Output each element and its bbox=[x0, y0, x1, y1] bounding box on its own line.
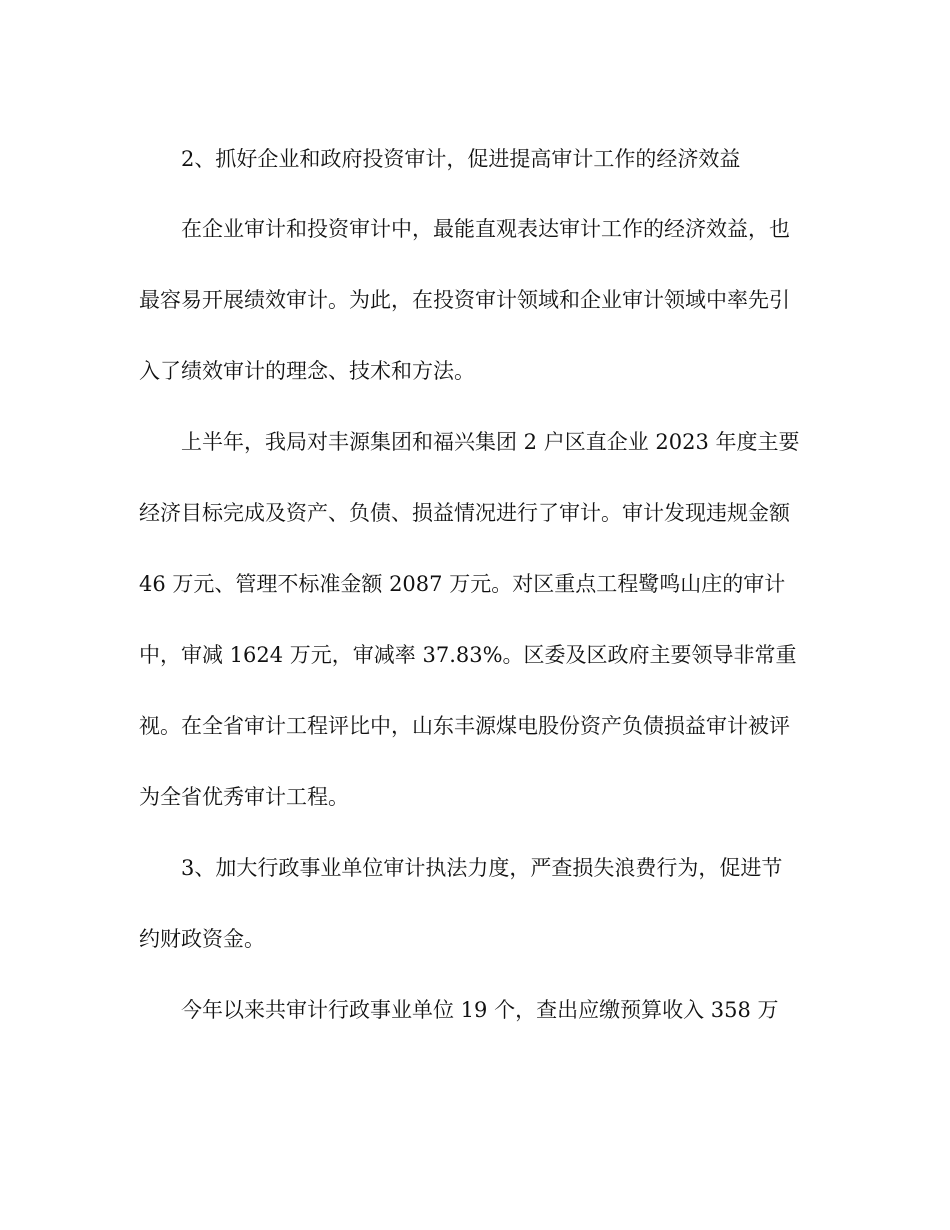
paragraph-2-line-5: 视。在全省审计工程评比中，山东丰源煤电股份资产负债损益审计被评 bbox=[139, 714, 790, 738]
paragraph-2-line-2: 经济目标完成及资产、负债、损益情况进行了审计。审计发现违规金额 bbox=[139, 501, 790, 525]
heading-3-line-1: 3、加大行政事业单位审计执法力度，严查损失浪费行为，促进节 bbox=[181, 856, 783, 880]
paragraph-2-line-4: 中，审减 1624 万元，审减率 37.83%。区委及区政府主要领导非常重 bbox=[139, 643, 797, 667]
paragraph-1-line-2: 最容易开展绩效审计。为此，在投资审计领域和企业审计领域中率先引 bbox=[139, 288, 790, 312]
paragraph-1-line-3: 入了绩效审计的理念、技术和方法。 bbox=[139, 359, 475, 383]
paragraph-2-line-3: 46 万元、管理不标准金额 2087 万元。对区重点工程鹭鸣山庄的审计 bbox=[139, 572, 786, 596]
paragraph-2-line-6: 为全省优秀审计工程。 bbox=[139, 785, 349, 809]
heading-2: 2、抓好企业和政府投资审计，促进提高审计工作的经济效益 bbox=[181, 147, 741, 171]
heading-3-line-2: 约财政资金。 bbox=[139, 927, 265, 951]
paragraph-2-line-1: 上半年，我局对丰源集团和福兴集团 2 户区直企业 2023 年度主要 bbox=[181, 430, 800, 454]
paragraph-1-line-1: 在企业审计和投资审计中，最能直观表达审计工作的经济效益，也 bbox=[181, 217, 790, 241]
paragraph-3-line-1: 今年以来共审计行政事业单位 19 个，查出应缴预算收入 358 万 bbox=[181, 998, 779, 1022]
